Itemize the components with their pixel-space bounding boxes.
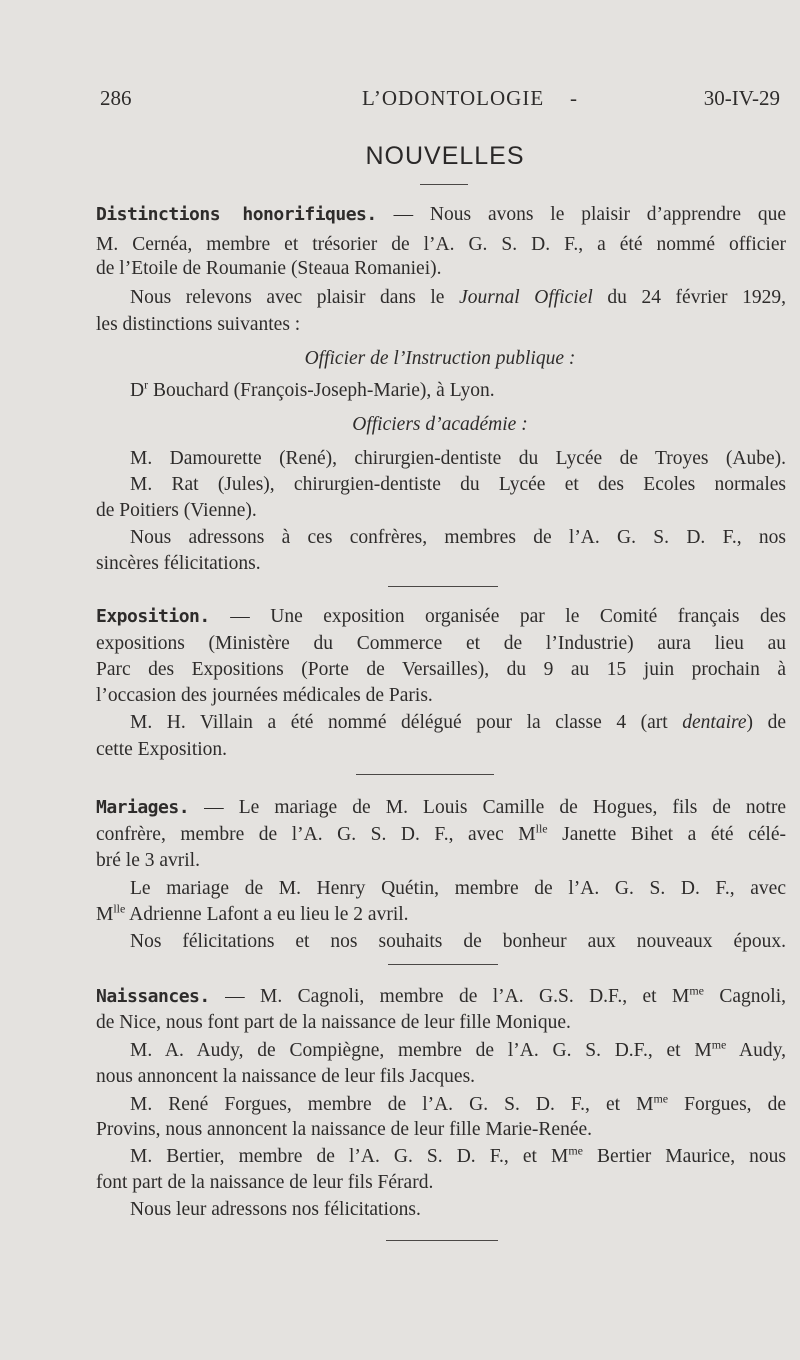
damourette-line: M. Damourette (René), chirurgien-dentiste du Lycée de Troyes (Aube).: [130, 448, 786, 469]
journal-title: L’ODONTOLOGIE: [362, 86, 545, 110]
section-rule: [388, 586, 498, 587]
section-rule: [386, 1240, 498, 1241]
journal-officiel: Journal Officiel: [459, 287, 593, 308]
naissances-line-2: de Nice, nous font part de la naissance de leur fille Monique.: [96, 1012, 571, 1033]
exposition-line-5: M. H. Villain a été nommé délégué pour la classe 4 (art dentaire) de: [130, 712, 786, 733]
section-rule: [388, 964, 498, 965]
distinctions-line-2: M. Cernéa, membre et trésorier de l’A. G. S. D. F., a été nommé officier: [96, 234, 786, 255]
section-rule: [356, 774, 494, 775]
exposition-line-2: expositions (Ministère du Commerce et de l’Industrie) aura lieu au: [96, 633, 786, 654]
exposition-heading: Exposition.: [96, 606, 210, 627]
running-header: [100, 86, 780, 116]
mariages-line-1: Mariages. — Le mariage de M. Louis Camille de Hogues, fils de notre: [96, 797, 786, 818]
distinctions-line-4: Nous relevons avec plaisir dans le Journal Officiel du 24 février 1929,: [130, 287, 786, 308]
mariages-heading: Mariages.: [96, 797, 190, 818]
naissances-heading: Naissances.: [96, 986, 210, 1007]
exposition-line-6: cette Exposition.: [96, 739, 228, 760]
naissances-line-3: M. A. Audy, de Compiègne, membre de l’A. G. S. D.F., et $M^{me}$ Audy,: [130, 1037, 786, 1061]
exposition-line-4: l’occasion des journées médicales de Paris.: [96, 685, 433, 706]
naissances-line-9: Nous leur adressons nos félicitations.: [130, 1199, 421, 1220]
exposition-line-3: Parc des Expositions (Porte de Versailles), du 9 au 15 juin prochain à: [96, 659, 786, 680]
distinctions-line-13: sincères félicitations.: [96, 553, 261, 574]
mariages-line-4: Le mariage de M. Henry Quétin, membre de l’A. G. S. D. F., avec: [130, 878, 786, 899]
distinctions-line-12: Nous adressons à ces confrères, membres de l’A. G. S. D. F., nos: [130, 527, 786, 548]
officiers-academie-heading: Officiers d’académie :: [352, 414, 528, 435]
distinctions-line-11: de Poitiers (Vienne).: [96, 500, 257, 521]
page-number: 286: [100, 86, 132, 110]
naissances-line-1: Naissances. — M. Cagnoli, membre de l’A. G.S. D.F., et $M^{me}$ Cagnoli,: [96, 983, 787, 1007]
naissances-line-7: M. Bertier, membre de l’A. G. S. D. F., et $M^{me}$ Bertier Maurice, nous: [130, 1143, 786, 1167]
distinctions-line-5: les distinctions suivantes :: [96, 314, 301, 335]
distinctions-line-3: de l’Etoile de Roumanie (Steaua Romaniei).: [96, 258, 442, 279]
naissances-line-4: nous annoncent la naissance de leur fils Jacques.: [96, 1066, 476, 1087]
officier-instruction-heading: Officier de l’Instruction publique :: [304, 348, 576, 369]
rat-line: M. Rat (Jules), chirurgien-dentiste du Lycée et des Ecoles normales: [130, 474, 786, 495]
section-title: NOUVELLES: [365, 142, 525, 170]
title-rule: [420, 184, 468, 185]
mariages-line-6: Nos félicitations et nos souhaits de bonheur aux nouveaux époux.: [130, 931, 786, 952]
mariages-line-3: bré le 3 avril.: [96, 850, 200, 871]
issue-date: 30-IV-29: [703, 86, 780, 110]
naissances-line-5: M. René Forgues, membre de l’A. G. S. D. F., et $M^{me}$ Forgues, de: [130, 1091, 786, 1115]
mariages-line-2: confrère, membre de l’A. G. S. D. F., avec $M^{lle}$ Janette Bihet a été célé-: [96, 821, 786, 845]
mariages-line-5: $M^{lle}$ Adrienne Lafont a eu lieu le 2 avril.: [96, 901, 409, 925]
header-dash: -: [570, 86, 577, 110]
exposition-line-1: Exposition. — Une exposition organisée par le Comité français des: [96, 606, 786, 627]
naissances-line-8: font part de la naissance de leur fils Férard.: [96, 1172, 434, 1193]
distinctions-line-1: Distinctions honorifiques. — Nous avons le plaisir d’apprendre que: [96, 204, 786, 225]
bouchard-line: $D^r$ Bouchard (François-Joseph-Marie), à Lyon.: [130, 377, 495, 401]
naissances-line-6: Provins, nous annoncent la naissance de leur fille Marie-Renée.: [96, 1119, 593, 1140]
distinctions-heading: Distinctions honorifiques.: [96, 204, 377, 225]
